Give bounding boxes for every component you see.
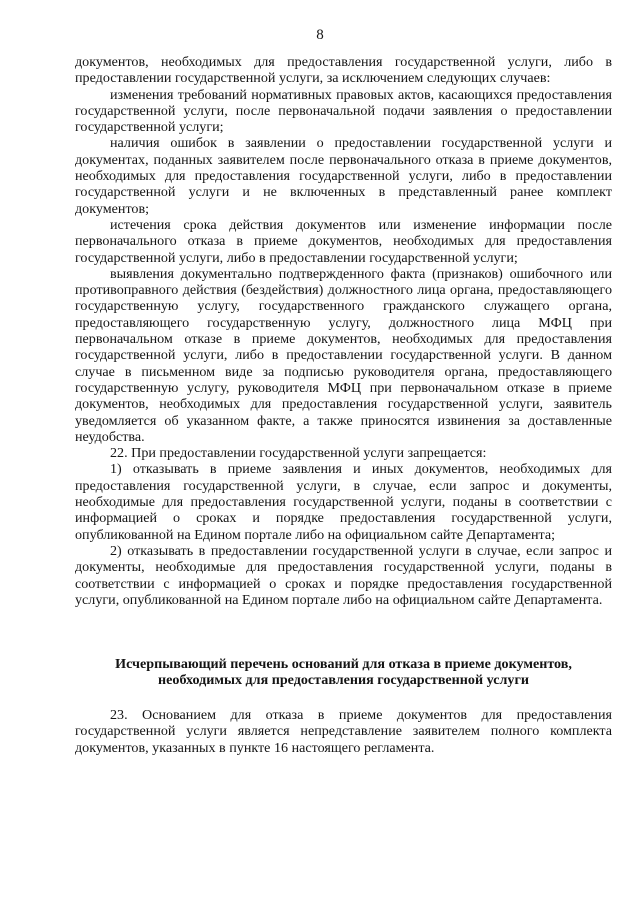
paragraph-continuation: документов, необходимых для предоставления государственной услуги, либо в предоставлении государственной услуги, за исключением следующих случаев:	[75, 54, 612, 87]
paragraph: выявления документально подтвержденного факта (признаков) ошибочного или противоправного действия (бездействия) должностного лица органа, предоставляющего государственную услугу, государственного гражданского служащего органа, предоставляющего государственную услугу, должностного лица МФЦ при первоначальном отказе в приеме документов, необходимых для предоставления государственной услуги, либо в предоставлении государственной услуги. В данном случае в письменном виде за подписью руководителя органа, предоставляющего государственную услугу, руководителя МФЦ при первоначальном отказе в приеме документов, необходимых для предоставления государственной услуги, заявитель уведомляется об указанном факте, а также приносятся извинения за доставленные неудобства.	[75, 265, 612, 445]
paragraph: изменения требований нормативных правовых актов, касающихся предоставления государственной услуги, после первоначальной подачи заявления о предоставлении государственной услуги;	[75, 86, 612, 136]
body-text	[75, 54, 612, 608]
section-heading-line: необходимых для предоставления государственной услуги	[158, 672, 529, 689]
paragraph: 22. При предоставлении государственной услуги запрещается:	[110, 445, 487, 462]
section-heading-line: Исчерпывающий перечень оснований для отказа в приеме документов,	[115, 656, 572, 672]
paragraph: 23. Основанием для отказа в приеме документов для предоставления государственной услуги является непредставление заявителем полного комплекта документов, указанных в пункте 16 настоящего регламента.	[75, 707, 612, 756]
paragraph: наличия ошибок в заявлении о предоставлении государственной услуги и документах, поданных заявителем после первоначального отказа в приеме документов, необходимых для предоставления государственной услуги, либо в предоставлении государственной услуги и не включенных в представленный ранее комплект документов;	[75, 135, 612, 217]
section-body	[75, 707, 612, 756]
paragraph: 2) отказывать в предоставлении государственной услуги в случае, если запрос и документы, необходимые для предоставления государственной услуги, поданы в соответствии с информацией о сроках и порядке предоставления государственной услуги, опубликованной на Едином портале либо на официальном сайте Департамента.	[75, 542, 612, 608]
paragraph: истечения срока действия документов или изменение информации после первоначального отказа в приеме документов, необходимых для предоставления государственной услуги, либо в предоставлении государственной услуги;	[75, 216, 612, 266]
page-number: 8	[316, 27, 324, 43]
section-heading	[75, 656, 612, 689]
paragraph: 1) отказывать в приеме заявления и иных документов, необходимых для предоставления государственной услуги, в случае, если запрос и документы, необходимые для предоставления государственной услуги, поданы в соответствии с информацией о сроках и порядке предоставления государственной услуги, опубликованной на Едином портале либо на официальном сайте Департамента;	[75, 461, 612, 543]
